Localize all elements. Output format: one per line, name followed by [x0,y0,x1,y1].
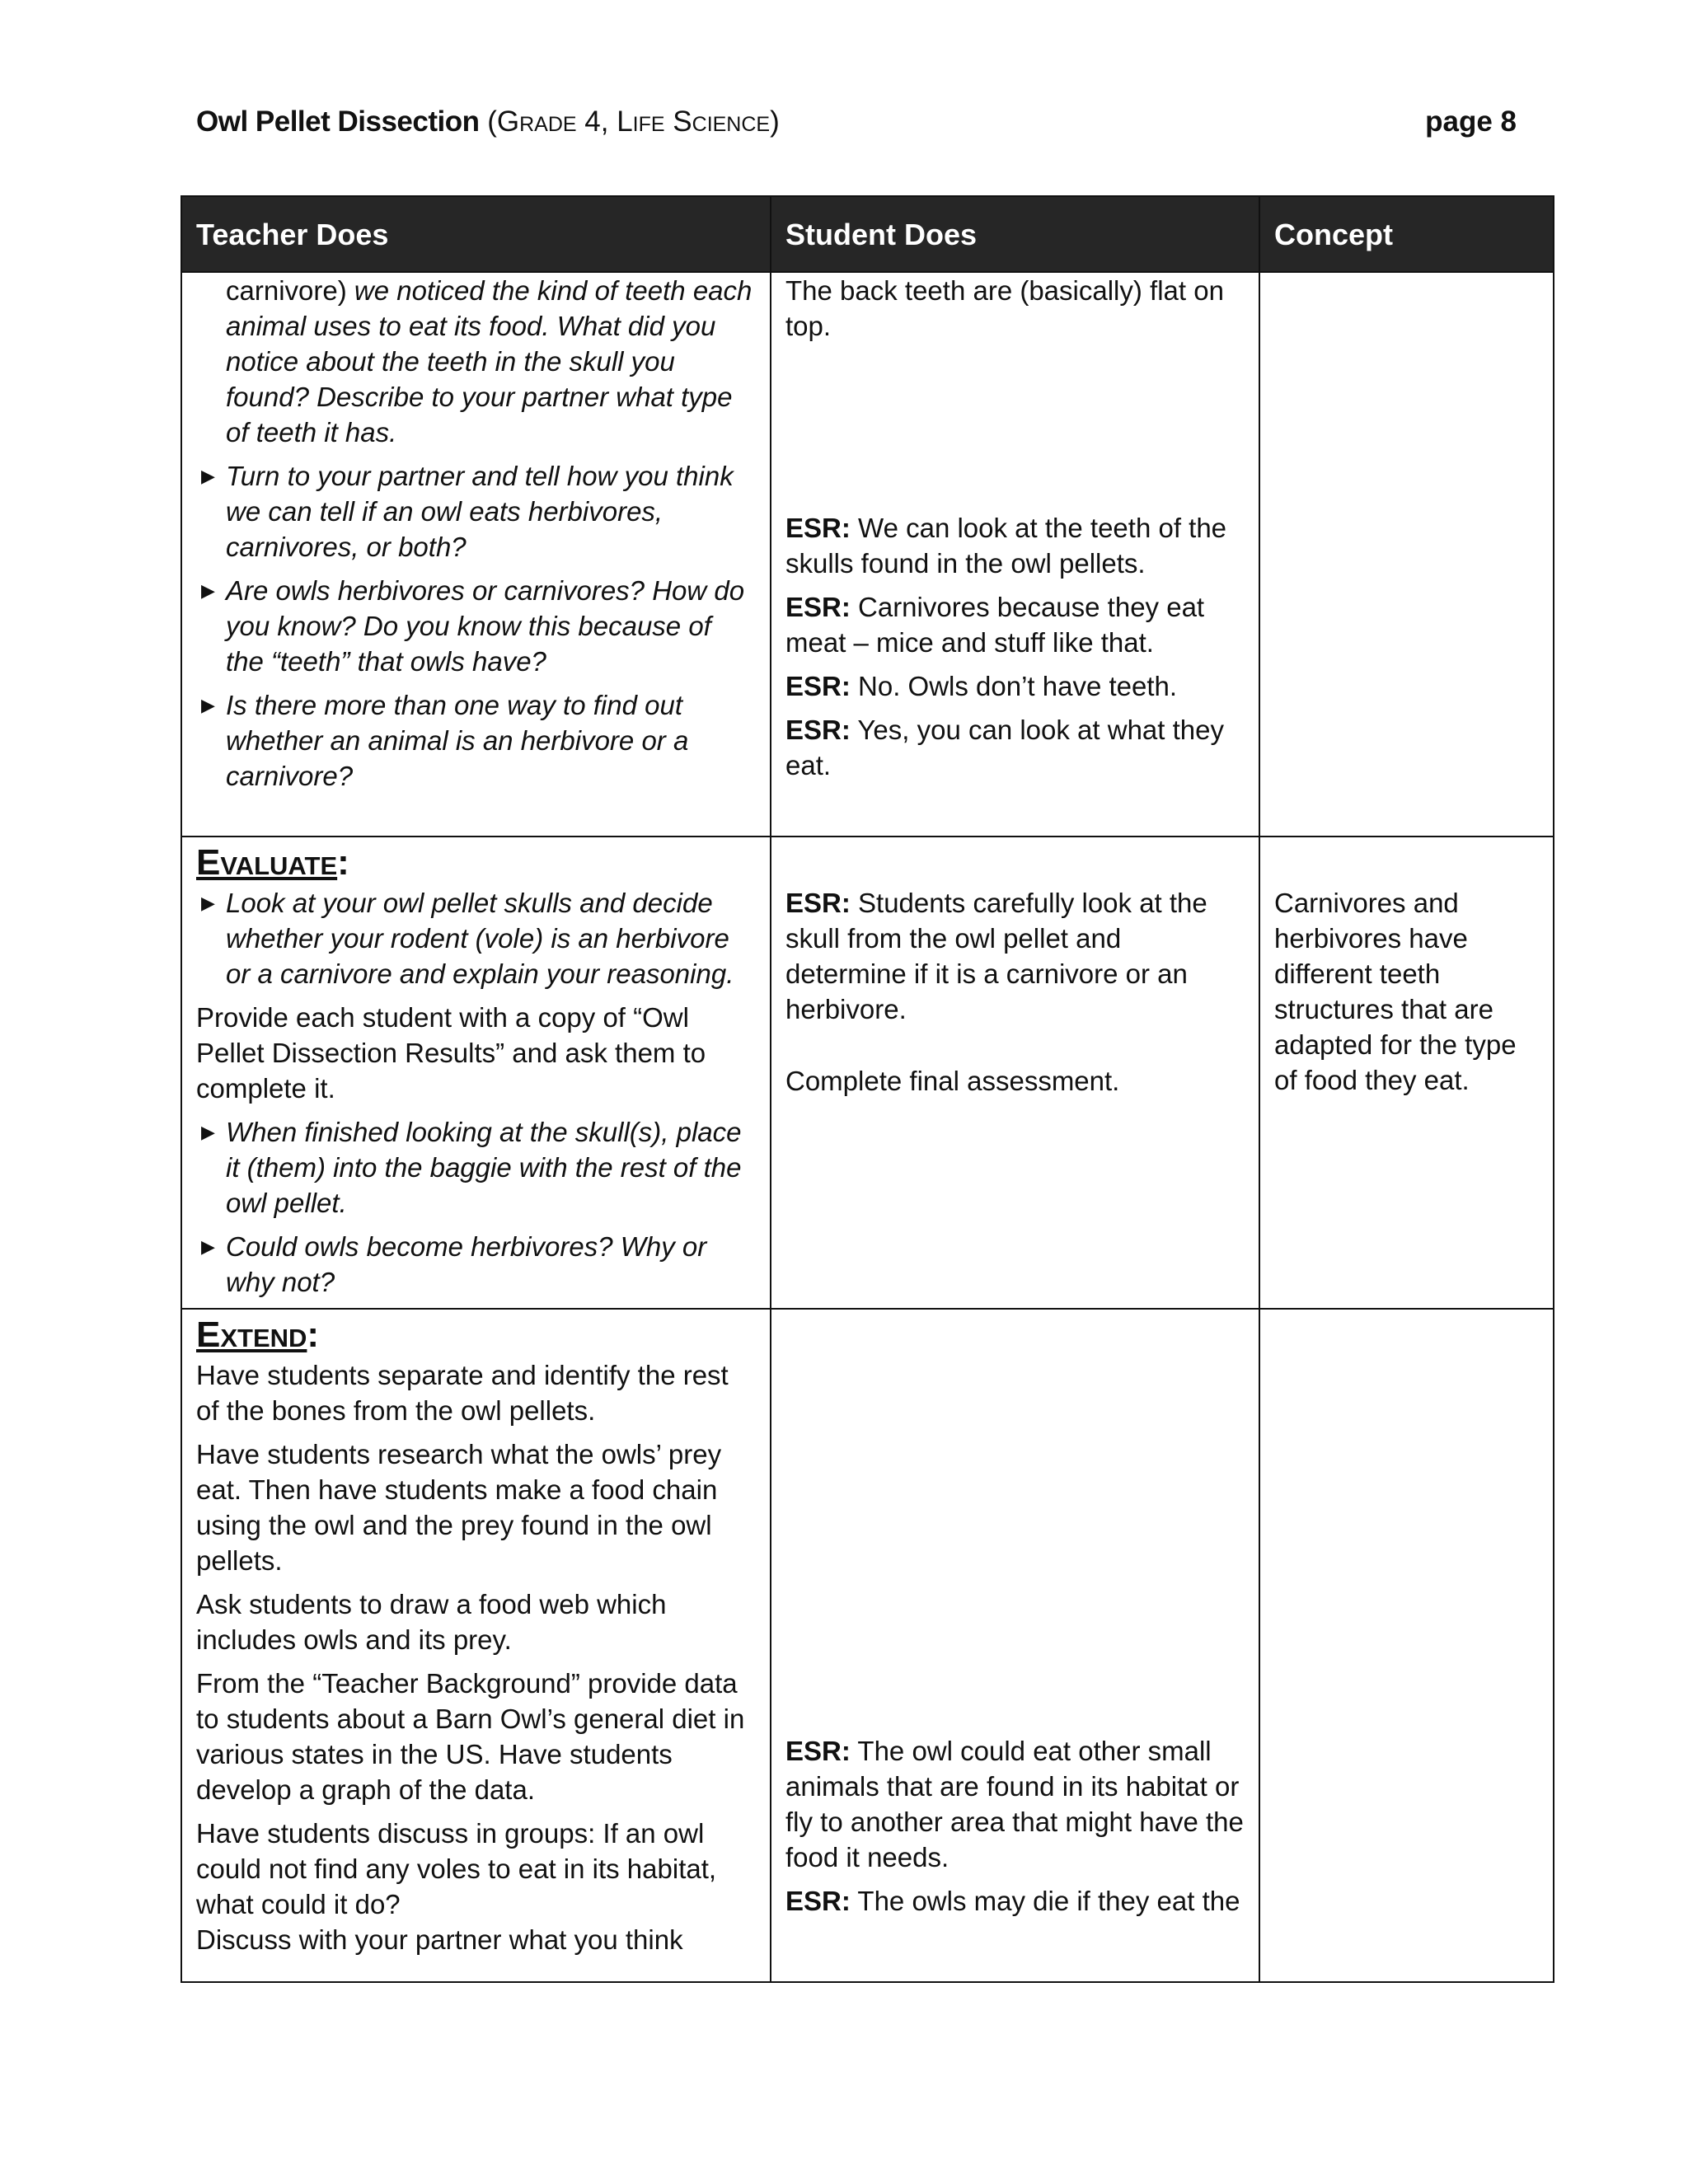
teacher-instruction: Have students discuss in groups: If an owl could not find any voles to eat in its habitat, what could it do? [196,1818,717,1919]
triangle-bullet-icon: ▶ [201,1236,215,1257]
esr-response [785,1883,1245,1919]
esr-text: The owl could eat other small animals that are found in its habitat or fly to another area that might have the food it needs. [785,1736,1244,1872]
esr-label: ESR: [785,671,851,701]
triangle-bullet-icon: ▶ [201,695,215,715]
esr-response [785,885,1245,1027]
phase-title-extend: Extend: [196,1315,320,1355]
teacher-instruction: Ask students to draw a food web which includes owls and its prey. [196,1589,667,1655]
triangle-bullet-icon: ▶ [201,893,215,913]
student-cell [771,272,1259,837]
phase-title-text: Extend [196,1315,307,1355]
concept-text: Carnivores and herbivores have different teeth structures that are adapted for the type of food they eat. [1274,888,1517,1095]
teacher-cell [181,1309,771,1982]
table-row [181,1309,1554,1982]
lesson-table [181,195,1554,1983]
title-subtitle: (Grade 4, Life Science) [487,105,780,138]
esr-label: ESR: [785,715,851,745]
teacher-question [196,1229,756,1300]
table-row [181,272,1554,837]
column-header-concept: Concept [1259,196,1554,272]
page-number: page 8 [1425,105,1517,138]
esr-label: ESR: [785,1736,851,1766]
teacher-instruction: Provide each student with a copy of “Owl Pellet Dissection Results” and ask them to complete it. [196,1002,706,1104]
esr-text: We can look at the teeth of the skulls found in the owl pellets. [785,513,1227,579]
teacher-instruction: From the “Teacher Background” provide data to students about a Barn Owl’s general diet in various states in the US. Have students develop a graph of the data. [196,1668,745,1805]
student-response: Complete final assessment. [785,1066,1120,1096]
phase-title-text: Evaluate [196,842,338,883]
concept-cell [1259,272,1554,837]
question-text: When finished looking at the skull(s), place it (them) into the baggie with the rest of the owl pellet. [226,1117,742,1218]
continued-text-roman: carnivore) [226,275,347,306]
esr-text: Carnivores because they eat meat – mice and stuff like that. [785,592,1205,658]
column-header-teacher: Teacher Does [181,196,771,272]
esr-response [785,712,1245,783]
teacher-question [196,687,756,794]
esr-response [785,510,1245,581]
teacher-cell [181,272,771,837]
esr-label: ESR: [785,592,851,622]
teacher-question [196,1114,756,1221]
student-cell [771,1309,1259,1982]
teacher-question [196,885,756,991]
esr-response [785,1733,1245,1875]
continued-text-italic: we noticed the kind of teeth each animal uses to eat its food. What did you notice about the teeth in the skull you found? Describe to your partner what type of teeth it has. [226,275,753,448]
document-title [196,105,780,138]
concept-cell [1259,1309,1554,1982]
question-text: Could owls become herbivores? Why or why not? [226,1231,707,1297]
title-main: Owl Pellet Dissection [196,105,480,138]
esr-text: Yes, you can look at what they eat. [785,715,1224,780]
triangle-bullet-icon: ▶ [201,580,215,601]
teacher-question [196,458,756,565]
esr-response [785,668,1245,704]
question-text: Look at your owl pellet skulls and decide whether your rodent (vole) is an herbivore or a carnivore and explain your reasoning. [226,888,734,989]
esr-label: ESR: [785,1886,851,1916]
esr-label: ESR: [785,888,851,918]
question-text: Are owls herbivores or carnivores? How do you know? Do you know this because of the “teeth” that owls have? [226,575,745,677]
esr-text: The owls may die if they eat the [850,1886,1240,1916]
concept-cell [1259,837,1554,1309]
phase-title-evaluate: Evaluate: [196,842,349,883]
continued-text [196,273,756,450]
teacher-instruction: Discuss with your partner what you think [196,1924,683,1955]
question-text: Turn to your partner and tell how you think we can tell if an owl eats herbivores, carnivores, or both? [226,461,734,562]
esr-response [785,589,1245,660]
student-cell [771,837,1259,1309]
teacher-cell [181,837,771,1309]
table-header-row [181,196,1554,272]
student-response: The back teeth are (basically) flat on top. [785,275,1224,341]
teacher-question [196,573,756,679]
triangle-bullet-icon: ▶ [201,466,215,486]
question-text: Is there more than one way to find out whether an animal is an herbivore or a carnivore? [226,690,689,791]
esr-label: ESR: [785,513,851,543]
esr-text: Students carefully look at the skull from the owl pellet and determine if it is a carnivore or an herbivore. [785,888,1207,1024]
column-header-student: Student Does [771,196,1259,272]
triangle-bullet-icon: ▶ [201,1122,215,1142]
teacher-instruction: Have students research what the owls’ prey eat. Then have students make a food chain using the owl and the prey found in the owl pellets. [196,1439,722,1576]
teacher-instruction: Have students separate and identify the rest of the bones from the owl pellets. [196,1360,729,1426]
esr-text: No. Owls don’t have teeth. [850,671,1178,701]
table-row [181,837,1554,1309]
page-header [196,104,1517,140]
